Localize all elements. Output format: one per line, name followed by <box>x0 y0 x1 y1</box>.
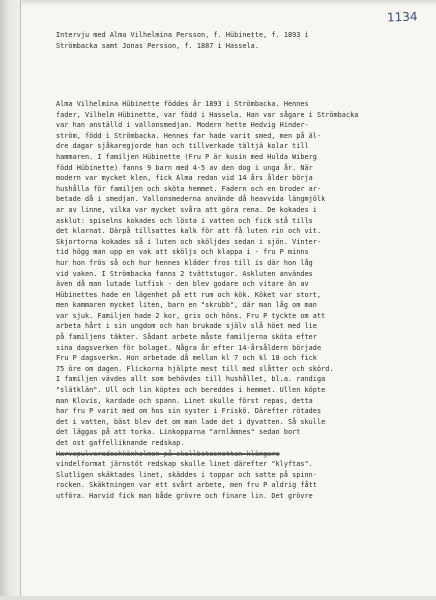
body-line: Slutligen skäktades linet, skäddes i toppar och satte på spinn- <box>56 470 317 479</box>
body-line: dre dagar sjåkaregjorde han och tillverkade tältjä kolar till <box>56 142 309 151</box>
struck-out-line: Harvepulveradeshkänholmen på skallbetesnettan klängare <box>56 449 280 458</box>
body-line: sina dagsverken för bolaget. Några år efter 14-årsåldern började <box>56 343 322 352</box>
body-line: Alma Vilhelmina Hübinette föddes år 1893 i Strömbacka. Hennes <box>56 100 309 108</box>
body-line: betade då i smedjan. Vallonsmederna använde då heavvida längmjölk <box>56 195 326 204</box>
body-line: arbeta hårt i sin ungdom och han brukade själv slå höet med lie <box>56 322 317 331</box>
body-line: även då man lutade lutfisk - den blev godare och vitare än av <box>56 280 309 289</box>
handwritten-page-number: 1134 <box>387 9 419 25</box>
body-line: hushålla för familjen och sköta hemmet. Fadern och en broder ar- <box>56 184 322 193</box>
body-line: hammaren. I familjen Hübinette (Fru P är kusin med Hulda Wiberg <box>56 152 317 161</box>
body-line: 75 öre om dagen. Flickorna hjälpte mest till med slåtter och skörd. <box>56 364 334 373</box>
body-line: var sjuk. Familjen hade 2 kor, gris och höns. Fru P tyckte om att <box>56 311 326 320</box>
body-line: men kammaren mycket liten, barn en "skrubb", där man låg om man <box>56 301 317 310</box>
scan-left-edge <box>0 0 22 600</box>
body-line: Hübinettes hade en lägenhet på ett rum och kök. Köket var stort, <box>56 290 322 299</box>
body-line: man Klovis, kardade och spann. Linet skulle först repas, detta <box>56 396 313 405</box>
body-line: tid högg man upp en vak att sköljs och klappa i - fru P minns <box>56 248 309 257</box>
body-line: utföra. Harvid fick man både grövre och finare lin. Det grövre <box>56 491 313 500</box>
body-line: rocken. Skäktningen var ett svårt arbete, men fru P aldrig fått <box>56 481 317 490</box>
body-line: född Hübinette) fanns 9 barn med 4-5 av den dog i unga år. När <box>56 163 313 172</box>
page-top-shadow <box>0 0 436 6</box>
body-line: ar av linne, vilka var mycket svåra att göra rena. De kokades i <box>56 205 317 214</box>
header-line: Strömbacka samt Jonas Persson, f. 1887 i Hassela. <box>56 42 259 50</box>
header-line: Intervju med Alma Vilhelmina Persson, f. Hübinette, f. 1893 i <box>56 31 309 39</box>
interview-body <box>56 99 418 502</box>
scan-binding-line <box>20 0 21 600</box>
body-line: var han anställd i vallonsmedjan. Modern hette Hedvig Hinder- <box>56 121 309 130</box>
body-line: fader, Vilhelm Hübinette, var född i Hassela. Han var sågare i Strömbacka <box>56 110 359 119</box>
body-line: modern var mycket klen, fick Alma redan vid 14 års ålder börja <box>56 174 313 183</box>
body-line: asklut: spiselns kokades och lösta i vatten och fick stå tills <box>56 216 313 225</box>
page-bottom-edge <box>0 596 436 600</box>
body-line: det i vatten, bäst blev det om man lade det i dyvatten. Så skulle <box>56 417 326 426</box>
body-line: på familjens täkter. Sådant arbete måste familjerna sköta efter <box>56 333 317 342</box>
body-line: hur hon frös så och hur hennes kläder fros till is där hon låg <box>56 258 313 267</box>
body-line: "slätklän". Ull och lin köptes och bereddes i hemmet. Ullen köpte <box>56 386 326 395</box>
body-line: det klarnat. Därpå tillsattes kalk för att få luten rin och vit. <box>56 227 322 236</box>
body-line: Fru P dagsverkn. Hon arbetade då mellan kl 7 och kl 18 och fick <box>56 354 317 363</box>
body-line: vid vaken. I Strömbacka fanns 2 tvättstugor. Askluten användes <box>56 269 313 278</box>
interview-header <box>56 30 416 52</box>
body-line: det läggas på att torka. Linkopparna "arnlämnes" sedan bort <box>56 428 301 437</box>
body-line: I familjen vävdes allt som behövdes till hushållet, bl.a. randiga <box>56 375 326 384</box>
body-line: det ost gaffelliknande redskap. <box>56 439 185 447</box>
body-line: Skjortorna kokades så i luten och sköljdes sedan i sjön. Vinter- <box>56 237 322 246</box>
body-line: har fru P varit med om hos sin syster i Friskö. Därefter rötades <box>56 407 322 416</box>
body-line: ström, född i Strömbacka. Hennes far hade varit smed, men på äl- <box>56 131 322 140</box>
body-line: vindelformat järnstöt redskap skulle linet därefter "klyftas". <box>56 460 313 469</box>
